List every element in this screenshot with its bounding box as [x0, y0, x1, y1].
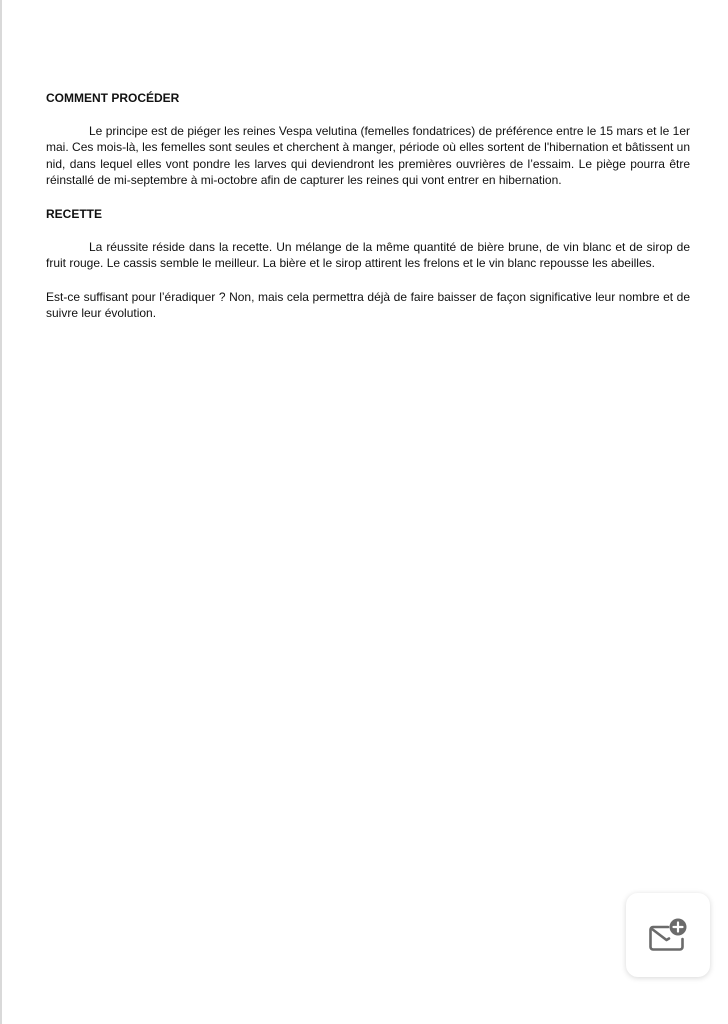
section-heading-recette: RECETTE [46, 206, 103, 221]
paragraph-recette: La réussite réside dans la recette. Un mélange de la même quantité de bière brune, de vin blanc et de sirop de fruit rouge. Le cassis semble le meilleur. La bière et le sirop attirent les frelons et le vin blanc repousse les abeilles. [46, 239, 690, 271]
paragraph-principe: Le principe est de piéger les reines Vespa velutina (femelles fondatrices) de préférence entre le 15 mars et le 1er mai. Ces mois-là, les femelles sont seules et cherchent à manger, période où elles sortent de l'hibernation et bâtissent un nid, dans lequel elles vont pondre les larves qui deviendront les premières ouvrières de l’essaim. Le piège pourra être réinstallé de mi-septembre à mi-octobre afin de capturer les reines qui vont entrer en hibernation. [46, 123, 690, 188]
document-body [46, 90, 690, 322]
page-edge [0, 0, 2, 1024]
new-message-button[interactable] [626, 893, 710, 977]
paragraph-conclusion: Est-ce suffisant pour l’éradiquer ? Non, mais cela permettra déjà de faire baisser de façon significative leur nombre et de suivre leur évolution. [46, 289, 690, 321]
mail-add-icon [648, 917, 688, 953]
section-heading-comment-proceder: COMMENT PROCÉDER [46, 91, 180, 105]
